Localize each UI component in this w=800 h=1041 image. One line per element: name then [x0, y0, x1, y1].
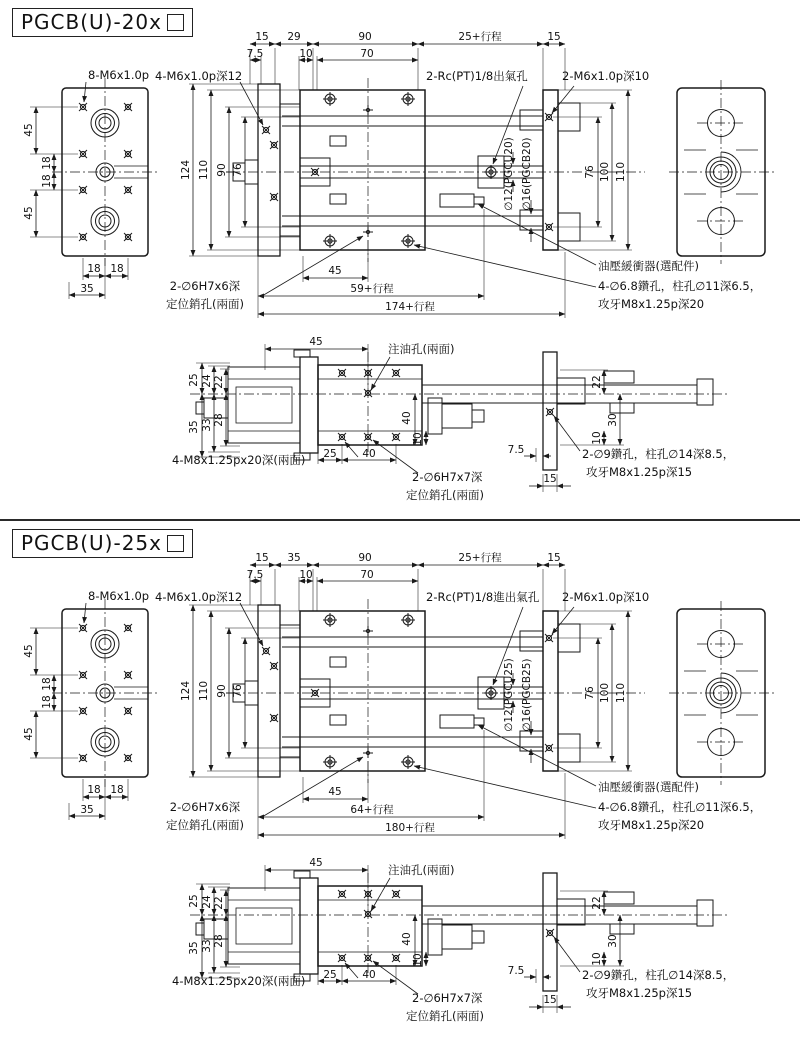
series-title-box — [12, 529, 193, 558]
dim-s-7-5: 7.5 — [507, 965, 525, 977]
dim-s-28: 28 — [213, 934, 225, 948]
label-oil-port: 注油孔(兩面) — [388, 863, 455, 877]
dim-s-35: 35 — [188, 420, 200, 434]
dim-s-40: 40 — [401, 932, 413, 946]
label-shock-absorber: 油壓緩衝器(選配件) — [598, 259, 699, 273]
label-oil-port: 注油孔(兩面) — [388, 342, 455, 356]
label-side-thread: 4-M8x1.25px20深(兩面) — [172, 453, 306, 467]
dim-top-stroke: 25+行程 — [458, 552, 502, 564]
label-side-thread: 4-M8x1.25px20深(兩面) — [172, 974, 306, 988]
dim-sr-30: 30 — [607, 413, 619, 427]
dim-r-100: 100 — [599, 161, 611, 183]
technical-drawing-pgcb20 — [0, 0, 800, 520]
dim-s-33: 33 — [201, 939, 213, 953]
dim-top-15b: 15 — [547, 552, 561, 564]
dim-m-110: 110 — [198, 680, 210, 702]
dim-left-18b: 18 — [41, 174, 53, 188]
dim-s-15: 15 — [543, 473, 557, 485]
label-end-thread: 2-M6x1.0p深10 — [562, 590, 650, 604]
series-title: PGCB(U)-25x — [21, 531, 162, 555]
dim-s-22: 22 — [213, 375, 225, 389]
dim-m-90: 90 — [216, 684, 228, 698]
technical-drawing-pgcb25 — [0, 521, 800, 1041]
dim-b-stroke2: 174+行程 — [385, 301, 435, 313]
dim-sr-22: 22 — [591, 375, 603, 389]
dim-s-45: 45 — [309, 857, 323, 869]
dim-m-124: 124 — [180, 159, 192, 181]
dim-top-35: 35 — [287, 552, 301, 564]
dim-s-10: 10 — [412, 953, 424, 967]
label-air-port: 2-Rc(PT)1/8進出氣孔 — [426, 590, 540, 604]
dim-left-45a: 45 — [23, 123, 35, 137]
dim-b-stroke2: 180+行程 — [385, 822, 435, 834]
dim-sr-30: 30 — [607, 934, 619, 948]
dim-m-110: 110 — [198, 159, 210, 181]
dim-r-76: 76 — [584, 165, 596, 179]
dim-top-29: 29 — [287, 31, 301, 43]
dim-lb-18b: 18 — [110, 784, 124, 796]
label-dowel-front-1: 2-∅6H7x6深 — [169, 800, 241, 814]
label-plate-thread: 8-M6x1.0p — [88, 589, 150, 603]
label-shock-absorber: 油壓緩衝器(選配件) — [598, 780, 699, 794]
label-top-thread: 4-M6x1.0p深12 — [155, 590, 243, 604]
dim-s-10: 10 — [412, 432, 424, 446]
series-title: PGCB(U)-20x — [21, 10, 162, 34]
series-title-box — [12, 8, 193, 37]
dim-top-15a: 15 — [255, 31, 269, 43]
label-dowel-front-1: 2-∅6H7x6深 — [169, 279, 241, 293]
dim-b-stroke1: 64+行程 — [350, 804, 394, 816]
dim-left-18a: 18 — [41, 156, 53, 170]
dim-left-45b: 45 — [23, 206, 35, 220]
dim-r-76: 76 — [584, 686, 596, 700]
label-rod-dia-b: ∅16(PGCB20) — [521, 137, 533, 211]
dim-b-stroke1: 59+行程 — [350, 283, 394, 295]
dim-sb-40: 40 — [362, 969, 376, 981]
dim-sr-10: 10 — [591, 952, 603, 966]
label-end-hole-1: 2-∅9鑽孔，柱孔∅14深8.5， — [582, 968, 735, 982]
label-dowel-front-2: 定位銷孔(兩面) — [166, 818, 244, 832]
dim-sr-10: 10 — [591, 431, 603, 445]
label-top-thread: 4-M6x1.0p深12 — [155, 69, 243, 83]
dim-top-90: 90 — [358, 552, 372, 564]
dim-s-45: 45 — [309, 336, 323, 348]
dim-top-10: 10 — [299, 48, 313, 60]
label-dowel-side-1: 2-∅6H7x7深 — [412, 991, 483, 1005]
label-mount-hole-1: 4-∅6.8鑽孔，柱孔∅11深6.5， — [598, 279, 762, 293]
dim-s-7-5: 7.5 — [507, 444, 525, 456]
dim-top-7-5: 7.5 — [246, 569, 264, 581]
dim-b-45: 45 — [328, 786, 342, 798]
dim-s-28: 28 — [213, 413, 225, 427]
label-mount-hole-2: 攻牙M8x1.25p深20 — [598, 818, 705, 832]
dim-top-15b: 15 — [547, 31, 561, 43]
label-end-thread: 2-M6x1.0p深10 — [562, 69, 650, 83]
dim-s-24: 24 — [201, 895, 213, 909]
dim-m-90: 90 — [216, 163, 228, 177]
dim-r-110: 110 — [615, 161, 627, 183]
dim-s-40: 40 — [401, 411, 413, 425]
label-air-port: 2-Rc(PT)1/8出氣孔 — [426, 69, 528, 83]
label-dowel-side-2: 定位銷孔(兩面) — [406, 1009, 484, 1023]
label-end-hole-2: 攻牙M8x1.25p深15 — [586, 465, 693, 479]
dim-sb-25: 25 — [323, 448, 337, 460]
dim-top-stroke: 25+行程 — [458, 31, 502, 43]
label-rod-dia-u: ∅12(PGCU20) — [503, 137, 515, 211]
dim-left-45a: 45 — [23, 644, 35, 658]
section-pgcb25 — [0, 521, 800, 1041]
dim-lb-18b: 18 — [110, 263, 124, 275]
dim-b-45: 45 — [328, 265, 342, 277]
dim-top-70: 70 — [360, 569, 374, 581]
label-plate-thread: 8-M6x1.0p — [88, 68, 150, 82]
dim-top-90: 90 — [358, 31, 372, 43]
dim-lb-18a: 18 — [87, 263, 101, 275]
label-dowel-front-2: 定位銷孔(兩面) — [166, 297, 244, 311]
dim-s-22: 22 — [213, 896, 225, 910]
label-mount-hole-2: 攻牙M8x1.25p深20 — [598, 297, 705, 311]
label-rod-dia-b: ∅16(PGCB25) — [521, 658, 533, 732]
dim-left-45b: 45 — [23, 727, 35, 741]
dim-sb-40: 40 — [362, 448, 376, 460]
label-dowel-side-2: 定位銷孔(兩面) — [406, 488, 484, 502]
dim-s-24: 24 — [201, 374, 213, 388]
dim-top-10: 10 — [299, 569, 313, 581]
dim-m-76: 76 — [232, 163, 244, 177]
section-pgcb20 — [0, 0, 800, 520]
label-mount-hole-1: 4-∅6.8鑽孔，柱孔∅11深6.5， — [598, 800, 762, 814]
dim-m-76: 76 — [232, 684, 244, 698]
dim-sr-22: 22 — [591, 896, 603, 910]
dim-top-7-5: 7.5 — [246, 48, 264, 60]
label-end-hole-1: 2-∅9鑽孔，柱孔∅14深8.5， — [582, 447, 735, 461]
dim-top-15a: 15 — [255, 552, 269, 564]
dim-left-18b: 18 — [41, 695, 53, 709]
dim-lb-35: 35 — [80, 804, 94, 816]
dim-s-15: 15 — [543, 994, 557, 1006]
dim-m-124: 124 — [180, 680, 192, 702]
dim-s-25: 25 — [188, 373, 200, 387]
dim-sb-25: 25 — [323, 969, 337, 981]
size-placeholder-box — [167, 535, 184, 552]
label-dowel-side-1: 2-∅6H7x7深 — [412, 470, 483, 484]
label-end-hole-2: 攻牙M8x1.25p深15 — [586, 986, 693, 1000]
dim-s-35: 35 — [188, 941, 200, 955]
label-rod-dia-u: ∅12(PGCU25) — [503, 658, 515, 732]
dim-lb-18a: 18 — [87, 784, 101, 796]
dim-left-18a: 18 — [41, 677, 53, 691]
dim-r-100: 100 — [599, 682, 611, 704]
dim-top-70: 70 — [360, 48, 374, 60]
dim-s-33: 33 — [201, 418, 213, 432]
dim-s-25: 25 — [188, 894, 200, 908]
size-placeholder-box — [167, 14, 184, 31]
dim-r-110: 110 — [615, 682, 627, 704]
dim-lb-35: 35 — [80, 283, 94, 295]
